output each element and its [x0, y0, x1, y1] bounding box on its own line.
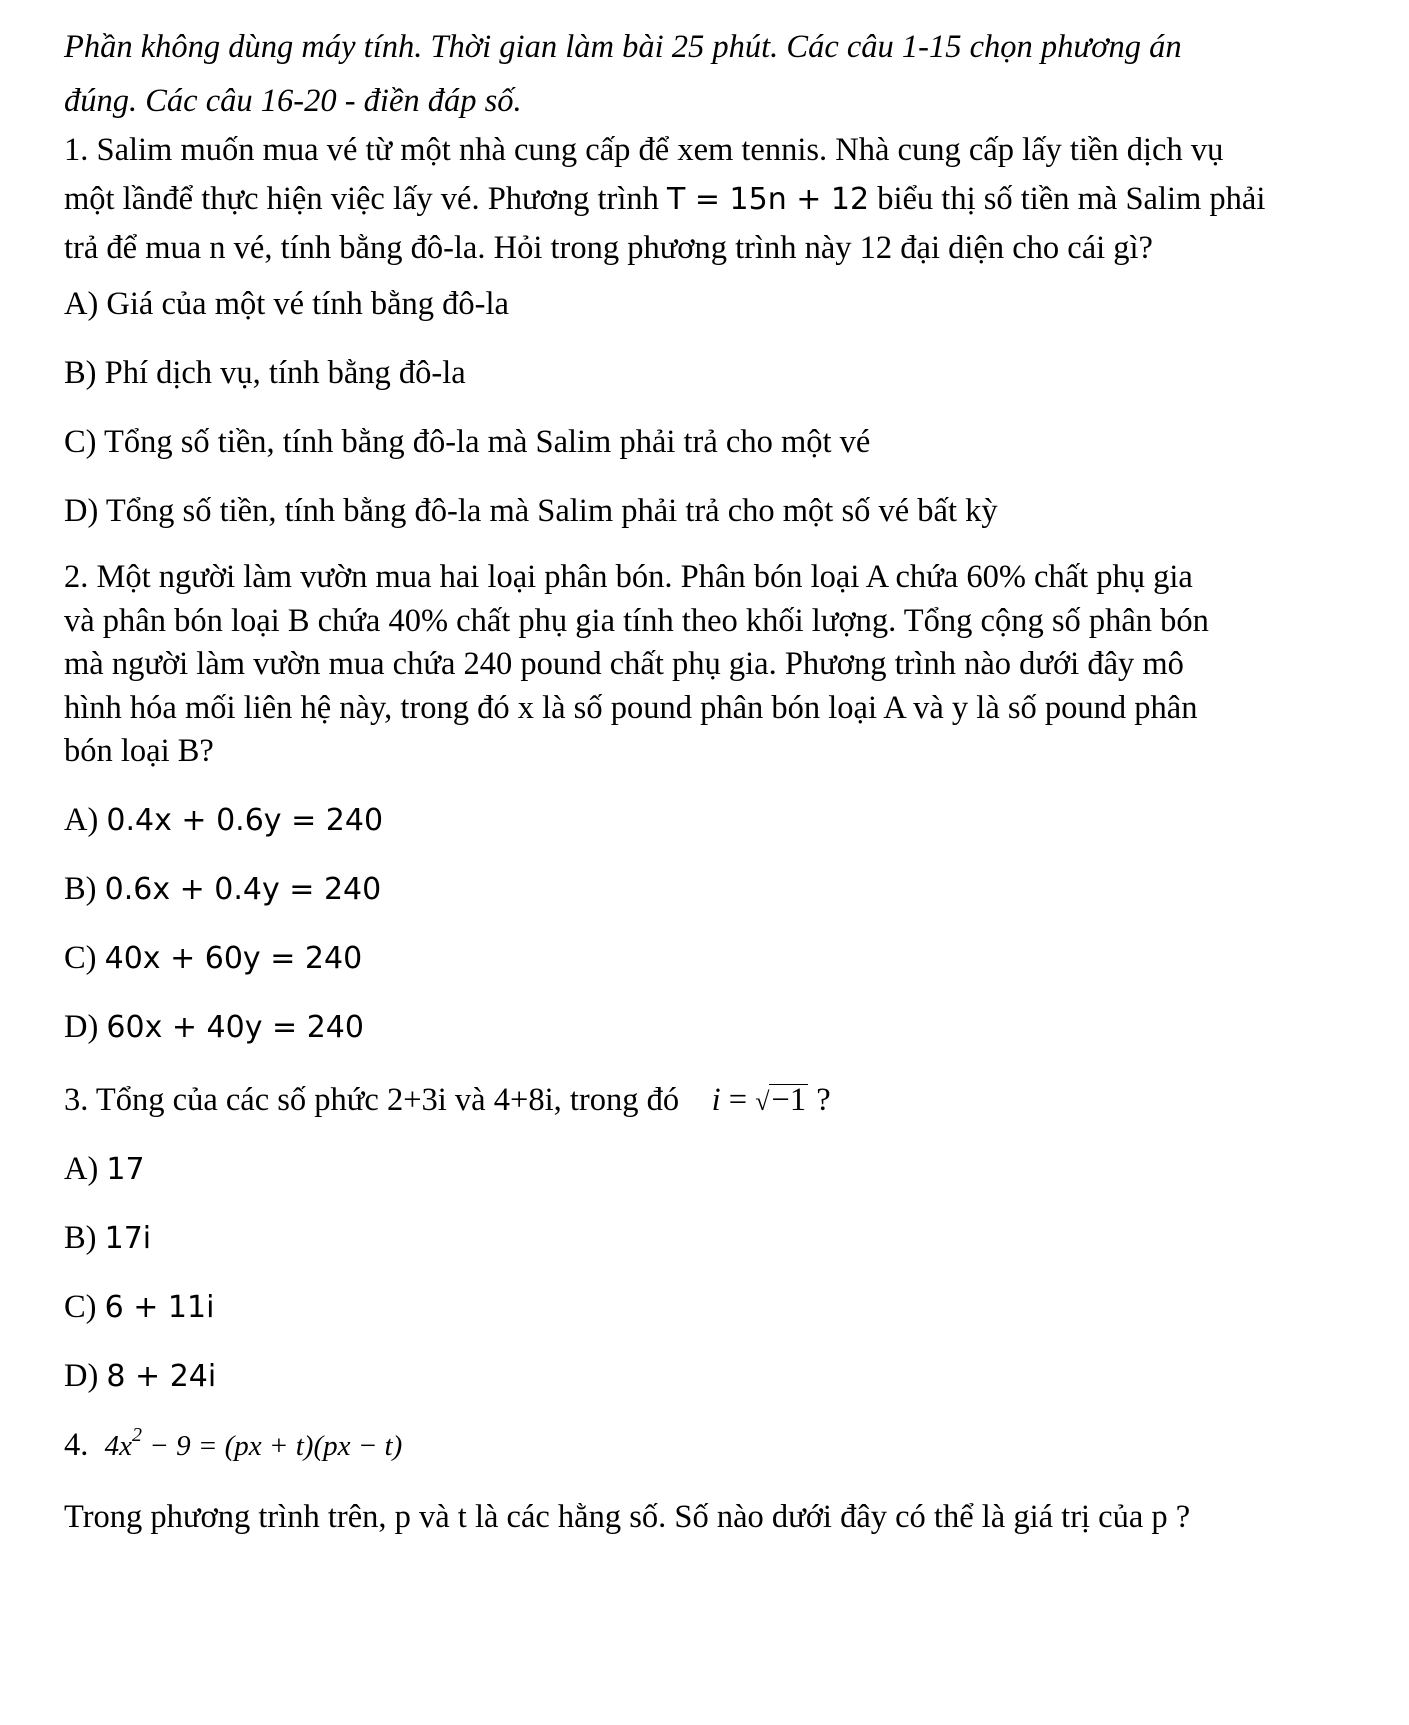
question-3-option-c[interactable] — [64, 1287, 214, 1328]
question-3-option-a[interactable] — [64, 1149, 145, 1190]
instructions-line-2: đúng. Các câu 16-20 - điền đáp số. — [64, 83, 522, 119]
question-2-option-c[interactable] — [64, 938, 362, 979]
question-4-stem: Trong phương trình trên, p và t là các hằng số. Số nào dưới đây có thể là giá trị của p ? — [64, 1499, 1191, 1535]
question-1-option-d[interactable]: D) Tổng số tiền, tính bằng đô-la mà Salim phải trả cho một số vé bất kỳ — [64, 493, 998, 529]
question-1-line-2 — [64, 175, 1380, 224]
option-label: A) — [64, 802, 107, 838]
option-label: C) — [64, 940, 105, 976]
question-3-option-d[interactable] — [64, 1356, 216, 1397]
option-label: C) — [64, 1289, 105, 1325]
equation-term: 4x — [104, 1430, 132, 1462]
sqrt-sign: √ — [755, 1087, 770, 1116]
option-label: B) — [64, 1220, 105, 1256]
option-equation: 60x + 40y = 240 — [106, 1010, 364, 1045]
option-value: 17i — [104, 1221, 152, 1256]
equals-sign: = — [720, 1082, 756, 1118]
question-2-line-5: bón loại B? — [64, 733, 214, 769]
question-4-equation — [64, 1425, 402, 1466]
question-2-option-d[interactable] — [64, 1007, 364, 1048]
option-value: 17 — [106, 1152, 145, 1187]
question-1-stem — [64, 126, 1380, 273]
option-equation: 0.6x + 0.4y = 240 — [104, 872, 382, 907]
question-1-option-a[interactable]: A) Giá của một vé tính bằng đô-la — [64, 286, 509, 322]
imaginary-unit: i — [711, 1082, 721, 1118]
question-1-line-1: 1. Salim muốn mua vé từ một nhà cung cấp để xem tennis. Nhà cung cấp lấy tiền dịch vụ — [64, 132, 1224, 168]
equation-lhs — [104, 1424, 403, 1462]
option-equation: 40x + 60y = 240 — [104, 941, 363, 976]
question-2-line-4: hình hóa mối liên hệ này, trong đó x là số pound phân bón loại A và y là số pound phân — [64, 689, 1198, 726]
question-3-text: 3. Tổng của các số phức 2+3i và 4+8i, trong đó — [64, 1082, 688, 1118]
option-label: B) — [64, 871, 105, 907]
question-3-stem — [64, 1080, 831, 1122]
question-1-line-3: trả để mua n vé, tính bằng đô-la. Hỏi trong phương trình này 12 đại diện cho cái gì? — [64, 230, 1153, 266]
question-2-line-1: 2. Một người làm vườn mua hai loại phân bón. Phân bón loại A chứa 60% chất phụ gia — [64, 559, 1193, 595]
question-1-text: một lầnđể thực hiện việc lấy vé. Phương trình — [64, 181, 667, 217]
option-equation: 0.4x + 0.6y = 240 — [106, 803, 384, 838]
question-2-line-3: mà người làm vườn mua chứa 240 pound chất phụ gia. Phương trình nào dưới đây mô — [64, 646, 1184, 682]
sqrt-radicand: −1 — [771, 1082, 807, 1118]
question-mark: ? — [808, 1082, 831, 1118]
option-value: 6 + 11i — [104, 1290, 215, 1325]
exponent: 2 — [132, 1424, 142, 1446]
option-label: D) — [64, 1009, 107, 1045]
question-3-option-b[interactable] — [64, 1218, 151, 1259]
equation-rest: − 9 = (px + t)(px − t) — [142, 1430, 403, 1462]
option-label: A) — [64, 1151, 107, 1187]
option-label: D) — [64, 1358, 107, 1394]
question-2-line-2: và phân bón loại B chứa 40% chất phụ gia tính theo khối lượng. Tổng cộng số phân bón — [64, 602, 1209, 639]
question-1-text: biểu thị số tiền mà Salim phải — [869, 181, 1266, 217]
question-2-option-b[interactable] — [64, 869, 381, 910]
instructions-line-1: Phần không dùng máy tính. Thời gian làm bài 25 phút. Các câu 1-15 chọn phương án — [64, 29, 1182, 65]
question-4-number: 4. — [64, 1427, 89, 1463]
option-value: 8 + 24i — [106, 1359, 217, 1394]
question-2-stem — [64, 556, 1380, 774]
instructions — [64, 20, 1374, 128]
question-1-option-b[interactable]: B) Phí dịch vụ, tính bằng đô-la — [64, 355, 466, 391]
question-2-option-a[interactable] — [64, 800, 383, 841]
question-1-option-c[interactable]: C) Tổng số tiền, tính bằng đô-la mà Salim phải trả cho một vé — [64, 424, 871, 460]
equation-t: T = 15n + 12 — [666, 182, 870, 217]
